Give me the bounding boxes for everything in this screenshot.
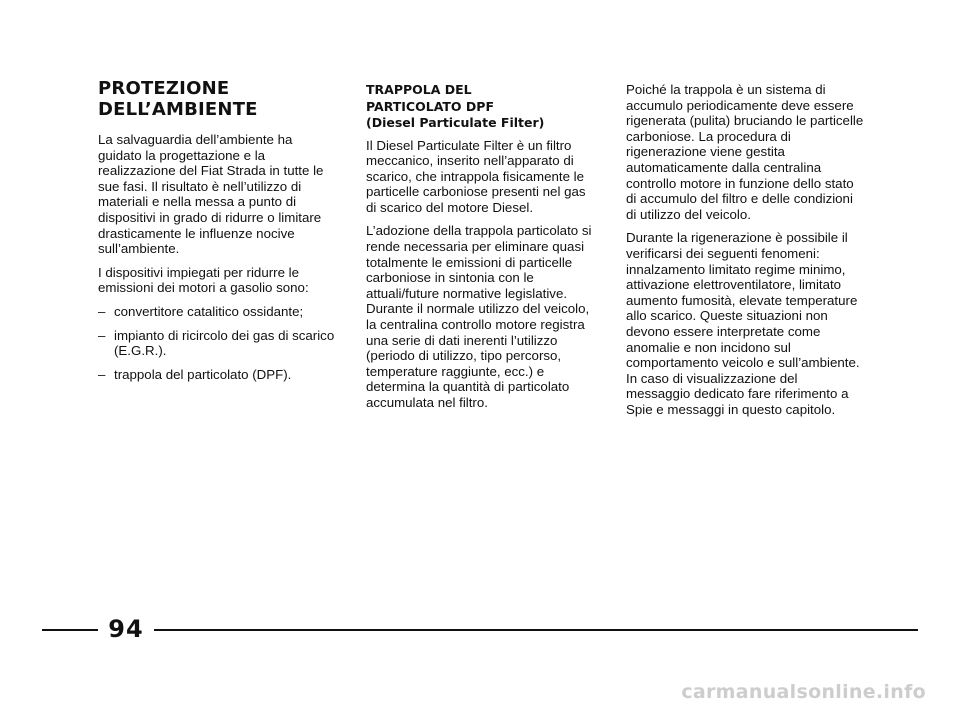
watermark: carmanualsonline.info: [681, 681, 926, 703]
paragraph-intro: La salvaguardia dell’ambiente ha guidato la progettazione e la realizzazione del Fiat Strada in tutte le sue fasi. Il risultato è nell’utilizzo di materiali e nella messa a punto di dispositivi in grado di ridurre o limitare drasticamente le influenze nocive sull’ambiente.: [98, 132, 324, 257]
paragraph-phenomena: Durante la rigenerazione è possibile il verificarsi dei seguenti fenomeni: innalzamento limitato regime minimo, attivazione elettroventilatore, limitato aumento fumosità, elevate temperature allo scarico. Queste situazioni non devono essere interpretate come anomalie e non incidono sul comportamento veicolo e sull’ambiente. In caso di visualizzazione del messaggio dedicato fare riferimento a Spie e messaggi in questo capitolo.: [626, 230, 860, 417]
paragraph-devices: I dispositivi impiegati per ridurre le emissioni dei motori a gasolio sono:: [98, 264, 309, 296]
dash-bullet: –: [98, 366, 106, 382]
section-heading-environment: [98, 78, 336, 120]
paragraph-dpf-adoption: L’adozione della trappola particolato si rende necessaria per eliminare quasi totalmente le emissioni di particelle carboniose in sintonia con le attuali/future normative legislative. Durante il normale utilizzo del veicolo, la centralina controllo motore registra una serie di dati inerenti l’utilizzo (periodo di utilizzo, tipo percorso, temperature raggiunte, ecc.) e determina la quantità di particolato accumulata nel filtro.: [366, 223, 592, 410]
list-item-text: convertitore catalitico ossidante;: [114, 303, 304, 319]
heading-line-3: (Diesel Particulate Filter): [366, 115, 545, 130]
column-regeneration: [626, 82, 864, 425]
heading-line-2: DELL’AMBIENTE: [98, 99, 258, 120]
column-environment-protection: [98, 78, 336, 390]
section-heading-dpf: [366, 82, 598, 132]
page-number: 94: [108, 615, 144, 643]
list-item-text: impianto di ricircolo dei gas di scarico (E.G.R.).: [114, 327, 335, 359]
dash-bullet: –: [98, 327, 106, 343]
list-item: [98, 328, 336, 359]
footer-rule-left: [42, 629, 98, 631]
heading-line-1: TRAPPOLA DEL: [366, 82, 472, 97]
list-item-text: trappola del particolato (DPF).: [114, 366, 292, 382]
list-item: [98, 304, 336, 320]
footer-rule-right: [154, 629, 918, 631]
column-dpf: [366, 82, 598, 419]
dash-bullet: –: [98, 303, 106, 319]
paragraph-dpf-definition: Il Diesel Particulate Filter è un filtro meccanico, inserito nell’apparato di scarico, che intrappola fisicamente le particelle carboniose presenti nel gas di scarico del motore Diesel.: [366, 137, 586, 215]
paragraph-regeneration: Poiché la trappola è un sistema di accumulo periodicamente deve essere rigenerata (pulita) bruciando le particelle carboniose. La procedura di rigenerazione viene gestita automaticamente dalla centralina controllo motore in funzione dello stato di accumulo del filtro e delle condizioni di utilizzo del veicolo.: [626, 82, 864, 222]
list-item: [98, 367, 336, 383]
heading-line-2: PARTICOLATO DPF: [366, 98, 494, 114]
heading-line-1: PROTEZIONE: [98, 78, 230, 99]
